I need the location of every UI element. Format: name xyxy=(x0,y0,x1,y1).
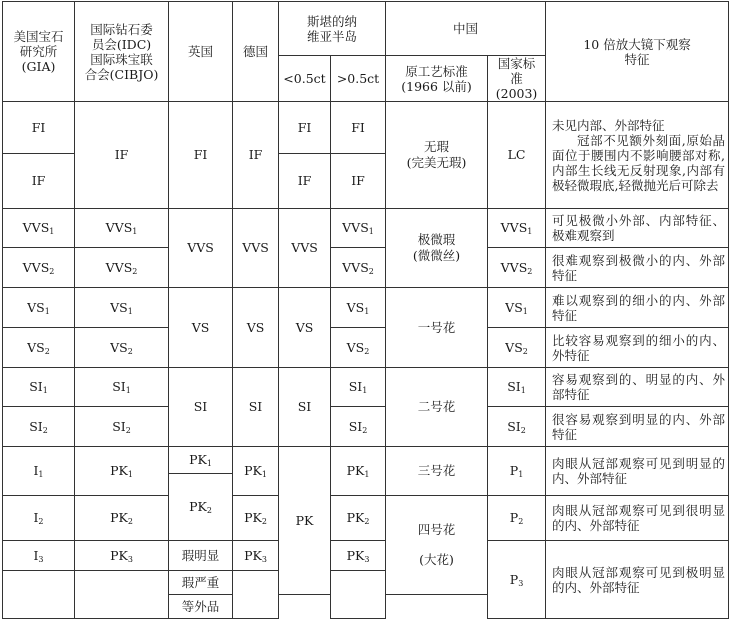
scan-gt-if: IF xyxy=(331,154,386,209)
de-empty xyxy=(233,571,279,619)
scan-gt-vvs1-text: VVS xyxy=(342,220,369,236)
china-nat-vvs1-text: VVS xyxy=(500,220,528,236)
de-vvs: VVS xyxy=(233,209,279,288)
china-nat-p2 xyxy=(488,496,546,541)
header-gia-line-2: 研究所 xyxy=(19,44,58,59)
header-china-nat-line-1: 国家标 xyxy=(497,56,536,71)
china-nat-si1 xyxy=(488,368,546,407)
china-nat-si2 xyxy=(488,407,546,447)
idc-si2-text: SI xyxy=(112,418,126,434)
idc-pk3-sub: 3 xyxy=(127,554,133,564)
scan-gt-pk2 xyxy=(331,496,386,541)
idc-vvs2-sub: 2 xyxy=(132,266,138,276)
uk-flaw-severe: 瑕严重 xyxy=(169,571,233,595)
uk-pk2-text: PK xyxy=(189,499,207,515)
china-nat-vs2 xyxy=(488,328,546,368)
gia-vvs2-text: VVS xyxy=(22,259,50,275)
scan-gt-si1-sub: 1 xyxy=(362,386,368,396)
header-scan-lt-05ct xyxy=(279,56,331,102)
header-uk-text: 英国 xyxy=(187,44,213,59)
row-vs2 xyxy=(3,328,729,368)
scan-gt-empty xyxy=(331,571,386,619)
gia-vvs1 xyxy=(3,209,75,248)
header-gia-line-1: 美国宝石 xyxy=(13,29,64,44)
idc-pk1-sub: 1 xyxy=(127,470,133,480)
idc-pk1-text: PK xyxy=(110,463,128,479)
scan-gt-vvs2-text: VVS xyxy=(342,259,369,275)
de-pk3-text: PK xyxy=(244,547,262,563)
china-nat-vs1-sub: 1 xyxy=(522,306,528,316)
idc-vvs1 xyxy=(75,209,169,248)
feature-vvs1: 可见极微小外部、内部特征、极难观察到 xyxy=(546,209,729,248)
header-china-text: 中国 xyxy=(453,21,479,36)
idc-vvs2-text: VVS xyxy=(105,259,133,275)
china-old-grade3: 三号花 xyxy=(386,447,488,496)
scan-gt-si2-text: SI xyxy=(348,418,363,434)
scan-gt-pk2-text: PK xyxy=(346,510,365,526)
row-vs1 xyxy=(3,288,729,328)
china-old-vvs-line-2: (微微丝) xyxy=(412,248,461,263)
de-pk1-text: PK xyxy=(244,463,262,479)
idc-pk2 xyxy=(75,496,169,541)
china-old-vvs-line-1: 极微瑕 xyxy=(417,232,456,248)
idc-pk1 xyxy=(75,447,169,496)
gia-fi: FI xyxy=(3,102,75,154)
scan-gt-si2 xyxy=(331,407,386,447)
idc-vvs1-sub: 1 xyxy=(132,227,138,237)
gia-i3-sub: 3 xyxy=(38,554,44,564)
gia-si1-sub: 1 xyxy=(42,386,48,396)
china-nat-p3 xyxy=(488,541,546,619)
header-scan-lt-text: <0.5ct xyxy=(283,71,326,86)
header-china-old-line-1: 原工艺标准 xyxy=(405,63,468,79)
de-if: IF xyxy=(233,102,279,209)
header-china-national-standard xyxy=(488,56,546,102)
gia-vvs1-sub: 1 xyxy=(49,227,55,237)
feature-if-note: 冠部不见额外刻面,原始晶面位于腰围内不影响腰部对称,内部生长线无反射现象,内部有极轻微瑕底,轻微抛光后可除去 xyxy=(552,132,726,193)
feature-vs2: 比较容易观察到的细小的内、外特征 xyxy=(546,328,729,368)
china-nat-vvs1-sub: 1 xyxy=(527,227,533,237)
gia-vs1-text: VS xyxy=(27,299,45,315)
gia-i1-text: I xyxy=(33,463,39,479)
row-i3 xyxy=(3,541,729,571)
scan-gt-vs1 xyxy=(331,288,386,328)
de-vs: VS xyxy=(233,288,279,368)
idc-pk3 xyxy=(75,541,169,571)
header-china-nat-line-2: 准(2003) xyxy=(495,71,538,101)
idc-vs1 xyxy=(75,288,169,328)
header-germany-text: 德国 xyxy=(242,44,268,59)
gia-si1-text: SI xyxy=(29,379,43,395)
scan-gt-si1-text: SI xyxy=(348,379,363,395)
header-gia xyxy=(3,2,75,102)
gia-si2-sub: 2 xyxy=(42,425,48,435)
scan-gt-vs2-text: VS xyxy=(346,339,365,355)
de-pk2 xyxy=(233,496,279,541)
gia-vs1 xyxy=(3,288,75,328)
gia-i2 xyxy=(3,496,75,541)
china-old-grade2: 二号花 xyxy=(386,368,488,447)
scan-gt-si2-sub: 2 xyxy=(362,425,368,435)
uk-off-grade: 等外品 xyxy=(169,595,233,619)
de-pk1 xyxy=(233,447,279,496)
feature-if xyxy=(546,102,729,209)
china-nat-vvs2-sub: 2 xyxy=(527,266,533,276)
feature-p1: 肉眼从冠部观察可见到明显的内、外部特征 xyxy=(546,447,729,496)
feature-vs1: 难以观察到的细小的内、外部特征 xyxy=(546,288,729,328)
header-china-old-line-2: (1966 以前) xyxy=(401,78,472,94)
feature-if-summary: 未见内部、外部特征 xyxy=(552,117,665,133)
china-old-grade4-line-1: 四号花 xyxy=(417,522,456,538)
scan-gt-vvs2 xyxy=(331,248,386,288)
header-feature xyxy=(546,2,729,102)
gia-vs2-text: VS xyxy=(27,339,45,355)
gia-si2-text: SI xyxy=(29,418,43,434)
de-si: SI xyxy=(233,368,279,447)
china-nat-vs2-sub: 2 xyxy=(522,346,528,356)
idc-si1 xyxy=(75,368,169,407)
china-old-grade4 xyxy=(386,496,488,595)
gia-vvs2-sub: 2 xyxy=(49,266,55,276)
diamond-clarity-comparison-table xyxy=(2,1,729,619)
china-nat-si1-text: SI xyxy=(507,379,521,395)
uk-vvs: VVS xyxy=(169,209,233,288)
idc-pk2-text: PK xyxy=(110,510,128,526)
header-uk xyxy=(169,2,233,102)
china-nat-p1-sub: 1 xyxy=(518,470,524,480)
uk-pk1-text: PK xyxy=(189,452,207,468)
uk-si: SI xyxy=(169,368,233,447)
scan-gt-si1 xyxy=(331,368,386,407)
uk-pk1-sub: 1 xyxy=(206,459,212,469)
idc-si1-sub: 1 xyxy=(125,386,131,396)
de-pk2-sub: 2 xyxy=(261,517,267,527)
scan-gt-vs2-sub: 2 xyxy=(364,346,370,356)
scan-gt-vs1-text: VS xyxy=(346,299,365,315)
china-nat-p2-text: P xyxy=(509,510,519,526)
de-pk3-sub: 3 xyxy=(261,554,267,564)
gia-empty xyxy=(3,571,75,619)
china-nat-p1 xyxy=(488,447,546,496)
header-china-old-standard xyxy=(386,56,488,102)
scan-gt-pk3-sub: 3 xyxy=(364,554,370,564)
feature-si1: 容易观察到的、明显的内、外部特征 xyxy=(546,368,729,407)
china-nat-lc: LC xyxy=(488,102,546,209)
china-nat-p3-text: P xyxy=(509,571,519,587)
header-scan-gt-05ct xyxy=(331,56,386,102)
de-pk2-text: PK xyxy=(244,510,262,526)
scan-lt-vvs: VVS xyxy=(279,209,331,288)
de-pk1-sub: 1 xyxy=(261,470,267,480)
scan-gt-vvs1-sub: 1 xyxy=(368,227,374,237)
china-nat-vvs2-text: VVS xyxy=(500,259,528,275)
china-old-flawless-line-2: (完美无瑕) xyxy=(406,155,467,170)
idc-vs2 xyxy=(75,328,169,368)
uk-vs: VS xyxy=(169,288,233,368)
china-old-vvs xyxy=(386,209,488,288)
idc-vvs1-text: VVS xyxy=(105,220,133,236)
header-idc-cibjo xyxy=(75,2,169,102)
china-nat-si2-text: SI xyxy=(507,418,521,434)
feature-p2: 肉眼从冠部观察可见到很明显的内、外部特征 xyxy=(546,496,729,541)
idc-empty xyxy=(75,571,169,619)
scan-gt-pk3-text: PK xyxy=(346,547,365,563)
header-scan-gt-text: >0.5ct xyxy=(336,71,380,86)
de-pk3 xyxy=(233,541,279,571)
row-i2 xyxy=(3,496,729,541)
scan-gt-vs2 xyxy=(331,328,386,368)
header-idc-line-4: 合会(CIBJO) xyxy=(84,66,159,82)
scan-lt-vs: VS xyxy=(279,288,331,368)
scan-gt-pk3 xyxy=(331,541,386,571)
row-fi xyxy=(3,102,729,154)
header-scandinavia-line-2: 维亚半岛 xyxy=(307,28,358,44)
gia-si1 xyxy=(3,368,75,407)
feature-si2: 很容易观察到明显的内、外部特征 xyxy=(546,407,729,447)
scan-lt-pk: PK xyxy=(279,447,331,595)
china-nat-si1-sub: 1 xyxy=(520,386,526,396)
china-old-flawless-line-1: 无瑕 xyxy=(424,139,450,155)
header-feature-line-1: 10 倍放大镜下观察 xyxy=(583,36,691,52)
gia-vs2 xyxy=(3,328,75,368)
row-i1-a xyxy=(3,447,729,474)
china-old-flawless xyxy=(386,102,488,209)
header-idc-line-2: 员会(IDC) xyxy=(91,36,152,52)
gia-i2-sub: 2 xyxy=(38,517,44,527)
header-scandinavia xyxy=(279,2,386,56)
china-nat-vvs2 xyxy=(488,248,546,288)
uk-fi: FI xyxy=(169,102,233,209)
idc-vs2-text: VS xyxy=(110,339,128,355)
gia-if: IF xyxy=(3,154,75,209)
scan-lt-si: SI xyxy=(279,368,331,447)
uk-pk1 xyxy=(169,447,233,474)
header-scandinavia-line-1: 斯堪的纳 xyxy=(307,13,358,29)
scan-gt-vvs1 xyxy=(331,209,386,248)
header-germany xyxy=(233,2,279,102)
china-nat-p1-text: P xyxy=(509,463,519,479)
gia-i2-text: I xyxy=(33,510,39,526)
idc-pk3-text: PK xyxy=(110,547,128,563)
scan-gt-pk2-sub: 2 xyxy=(364,517,370,527)
scan-lt-fi: FI xyxy=(279,102,331,154)
gia-vs2-sub: 2 xyxy=(44,346,50,356)
idc-vs1-text: VS xyxy=(110,299,128,315)
scan-gt-pk1-text: PK xyxy=(346,463,365,479)
china-nat-p2-sub: 2 xyxy=(518,517,524,527)
uk-pk2 xyxy=(169,474,233,541)
china-nat-vs2-text: VS xyxy=(505,339,523,355)
row-vvs1 xyxy=(3,209,729,248)
idc-pk2-sub: 2 xyxy=(127,517,133,527)
china-nat-si2-sub: 2 xyxy=(520,425,526,435)
china-nat-vvs1 xyxy=(488,209,546,248)
idc-vs2-sub: 2 xyxy=(127,346,133,356)
china-nat-vs1-text: VS xyxy=(505,299,523,315)
china-old-grade4-gap xyxy=(388,538,485,552)
header-idc-line-3: 国际珠宝联 xyxy=(90,51,153,67)
gia-vs1-sub: 1 xyxy=(44,306,50,316)
gia-i1 xyxy=(3,447,75,496)
china-old-grade1: 一号花 xyxy=(386,288,488,368)
china-nat-vs1 xyxy=(488,288,546,328)
header-idc-line-1: 国际钻石委 xyxy=(90,21,153,37)
scan-gt-vs1-sub: 1 xyxy=(364,306,370,316)
row-vvs2 xyxy=(3,248,729,288)
china-nat-p3-sub: 3 xyxy=(518,578,524,588)
idc-if: IF xyxy=(75,102,169,209)
gia-vvs1-text: VVS xyxy=(22,220,50,236)
gia-si2 xyxy=(3,407,75,447)
gia-vvs2 xyxy=(3,248,75,288)
idc-si2 xyxy=(75,407,169,447)
idc-vvs2 xyxy=(75,248,169,288)
feature-p3: 肉眼从冠部观察可见到极明显的内、外部特征 xyxy=(546,541,729,619)
header-gia-line-3: (GIA) xyxy=(21,59,56,74)
header-row-1 xyxy=(3,2,729,56)
scan-gt-pk1 xyxy=(331,447,386,496)
uk-flaw-visible: 瑕明显 xyxy=(169,541,233,571)
scan-gt-pk1-sub: 1 xyxy=(364,470,370,480)
idc-si1-text: SI xyxy=(112,379,126,395)
idc-si2-sub: 2 xyxy=(125,425,131,435)
row-si1 xyxy=(3,368,729,407)
feature-vvs2: 很难观察到极微小的内、外部特征 xyxy=(546,248,729,288)
scan-gt-vvs2-sub: 2 xyxy=(368,266,374,276)
gia-i1-sub: 1 xyxy=(38,470,44,480)
header-china xyxy=(386,2,546,56)
header-feature-line-2: 特征 xyxy=(624,51,650,67)
gia-i3-text: I xyxy=(33,547,39,563)
scan-lt-if: IF xyxy=(279,154,331,209)
gia-i3 xyxy=(3,541,75,571)
scan-gt-fi: FI xyxy=(331,102,386,154)
uk-pk2-sub: 2 xyxy=(206,506,212,516)
idc-vs1-sub: 1 xyxy=(127,306,133,316)
china-old-grade4-line-2: (大花) xyxy=(419,552,454,567)
row-si2 xyxy=(3,407,729,447)
